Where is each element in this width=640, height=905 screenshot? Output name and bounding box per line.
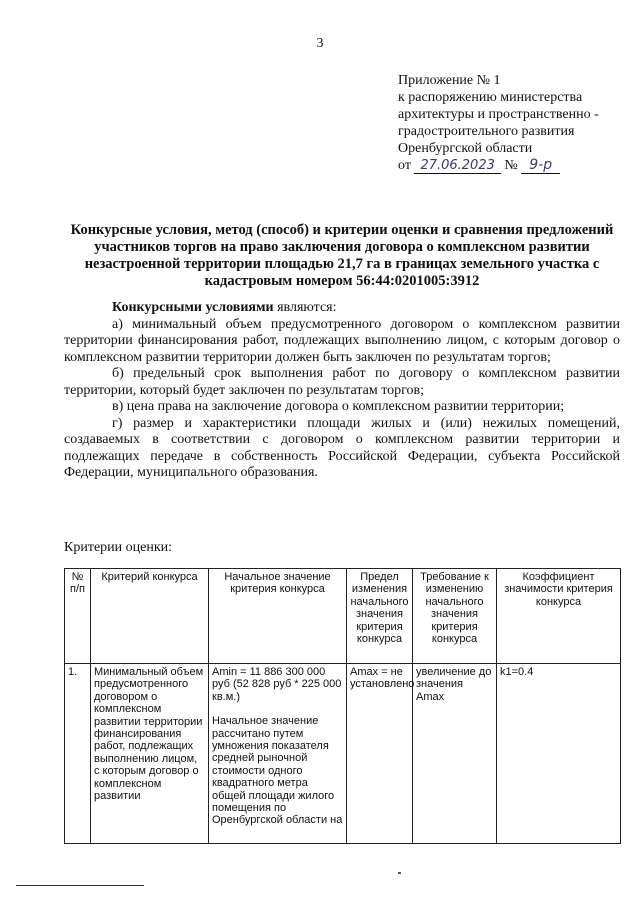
conditions-section bbox=[64, 300, 620, 482]
cell-requirement: увеличение до значения Amax bbox=[413, 664, 497, 844]
header-number: № п/п bbox=[65, 569, 91, 664]
handwritten-date: 27.06.2023 bbox=[414, 158, 500, 174]
scan-mark bbox=[398, 872, 401, 874]
header-initial-value: Начальное значение критерия конкурса bbox=[209, 569, 347, 664]
condition-item: б) предельный срок выполнения работ по договору о комплексном развитии территории, который будет заключен по результатам торгов; bbox=[64, 366, 620, 398]
header-coefficient: Коэффициент значимости критерия конкурса bbox=[497, 569, 621, 664]
appendix-line: архитектуры и пространственно - bbox=[398, 107, 599, 122]
initial-value-note: Начальное значение рассчитано путем умножения показателя средней рыночной стоимости одного квадратного метра общей площади жилого помещения по Оренбургской области на bbox=[212, 715, 343, 827]
page-number: 3 bbox=[316, 36, 324, 51]
cell-number: 1. bbox=[65, 664, 91, 844]
number-prefix: № bbox=[504, 158, 518, 173]
conditions-heading-bold: Конкурсными условиями bbox=[112, 300, 274, 315]
condition-item: г) размер и характеристики площади жилых и (или) нежилых помещений, создаваемых в соответствии с договором о комплексном развитии территории и подлежащих передаче в собственность Российской Федерации, субъекта Российской Федерации, муниципального образования. bbox=[64, 415, 620, 480]
header-requirement: Требование к изменению начального значения критерия конкурса bbox=[413, 569, 497, 664]
handwritten-number: 9-р bbox=[521, 157, 560, 174]
header-limit: Предел изменения начального значения критерия конкурса bbox=[347, 569, 413, 664]
cell-limit: Amax = не установлено bbox=[347, 664, 413, 844]
date-prefix: от bbox=[398, 158, 411, 173]
footnote-divider bbox=[16, 885, 144, 886]
criteria-label: Критерии оценки: bbox=[64, 540, 173, 555]
conditions-heading-rest: являются: bbox=[273, 300, 337, 315]
table-row bbox=[65, 664, 621, 844]
cell-coefficient: k1=0.4 bbox=[497, 664, 621, 844]
cell-initial-value bbox=[209, 664, 347, 844]
appendix-line: градостроительного развития bbox=[398, 124, 575, 139]
cell-criterion: Минимальный объем предусмотренного договором о комплексном развитии территории финансирования работ, подлежащих выполнению лицом, с которым договор о комплексном развитии bbox=[91, 664, 209, 844]
conditions-heading bbox=[64, 300, 620, 317]
appendix-line: Приложение № 1 bbox=[398, 73, 501, 88]
appendix-date-line bbox=[398, 157, 638, 174]
condition-item: а) минимальный объем предусмотренного договором о комплексном развитии территории финансирования работ, подлежащих выполнению лицом, с которым договор о комплексном развитии территории должен быть заключен по результатам торгов; bbox=[64, 316, 620, 365]
document-title: Конкурсные условия, метод (способ) и критерии оценки и сравнения предложений участников торгов на право заключения договора о комплексном развитии незастроенной территории площадью 21,7 га в границах земельного участка с кадастровым номером 56:44:0201005:3912 bbox=[70, 222, 614, 289]
appendix-line: Оренбургской области bbox=[398, 141, 533, 156]
appendix-header bbox=[398, 72, 638, 174]
table-header-row bbox=[65, 569, 621, 664]
condition-item: в) цена права на заключение договора о комплексном развитии территории; bbox=[112, 399, 565, 414]
initial-value-formula: Amin = 11 886 300 000 руб (52 828 руб * 225 000 кв.м.) bbox=[212, 666, 342, 703]
header-criterion: Критерий конкурса bbox=[91, 569, 209, 664]
appendix-line: к распоряжению министерства bbox=[398, 90, 583, 105]
criteria-table bbox=[64, 568, 621, 844]
